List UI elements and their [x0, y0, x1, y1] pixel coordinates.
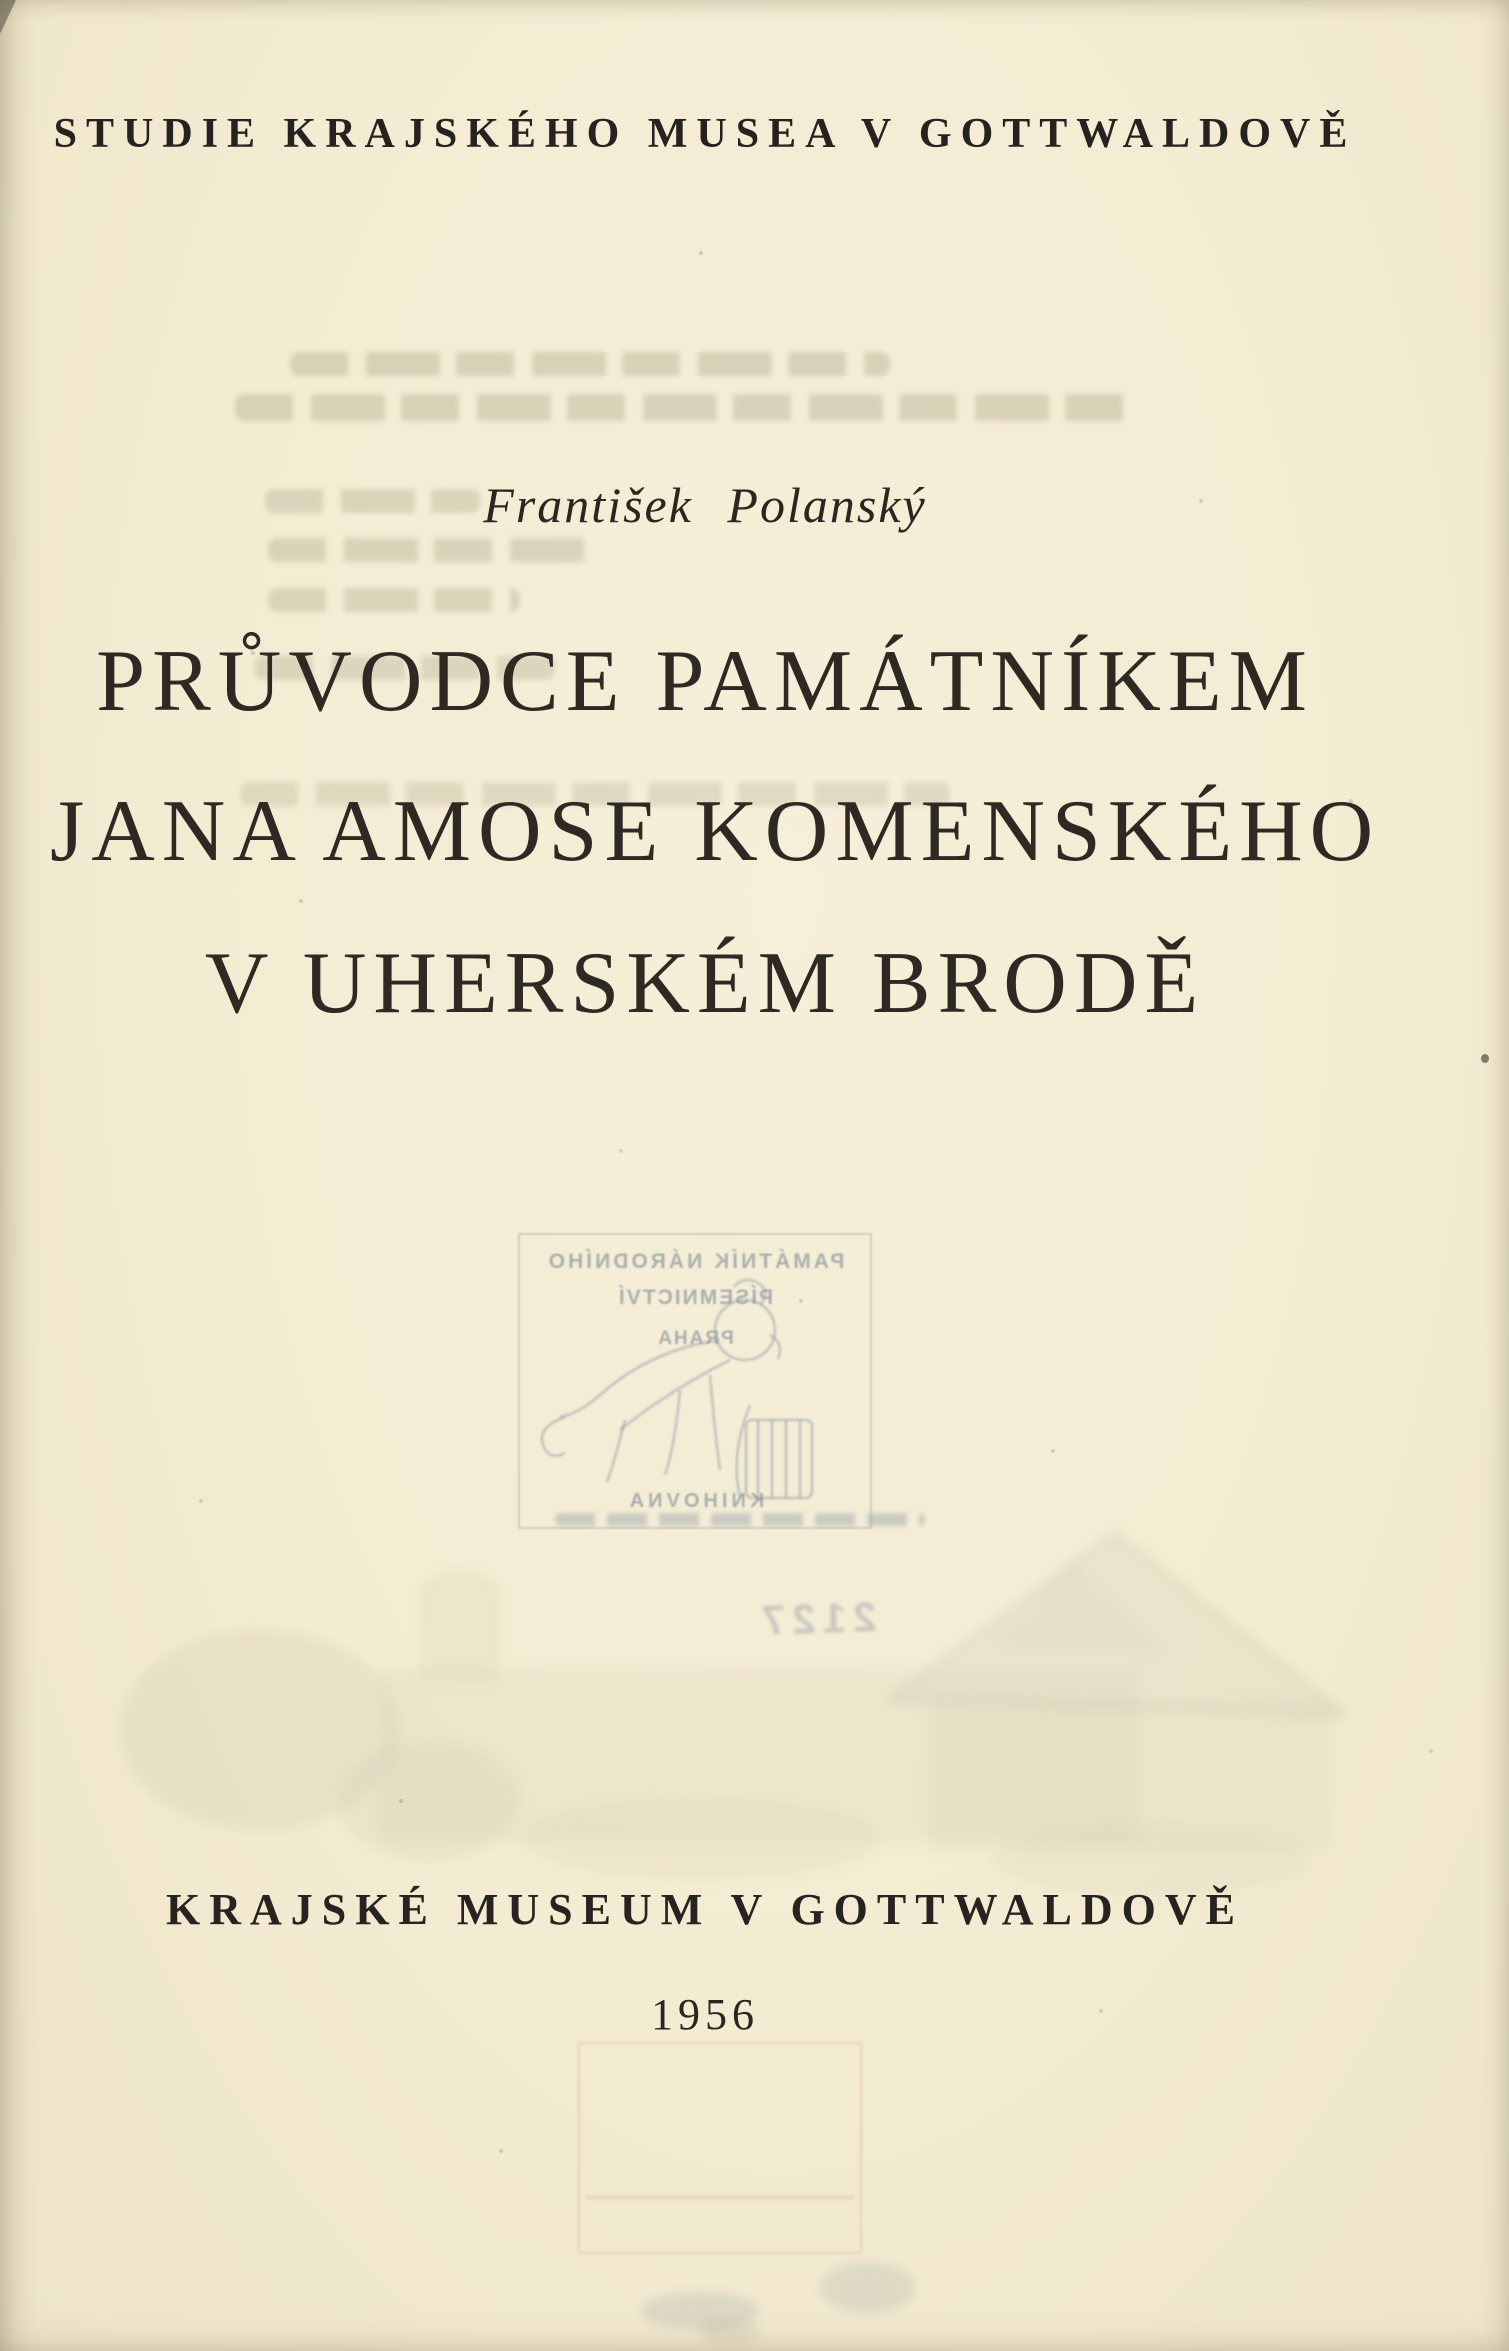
publisher-imprint: KRAJSKÉ MUSEUM V GOTTWALDOVĚ — [166, 1885, 1244, 1934]
caption-bleedthrough-line — [555, 1513, 925, 1526]
scan-corner-mark — [0, 0, 16, 34]
bleedthrough-text-line — [235, 394, 1130, 421]
book-title-line-2: JANA AMOSE KOMENSKÉHO — [50, 783, 1381, 880]
stamp-row-ghost — [598, 2082, 842, 2096]
library-stamp-bleedthrough — [518, 1233, 872, 1529]
handwriting-smudge — [820, 2262, 915, 2314]
building-picture-bleedthrough — [0, 1500, 1509, 1920]
stamp-text-line: PAMÁTNÍK NÁRODNÍHO — [545, 1250, 845, 1273]
author-name: František Polanský — [483, 477, 927, 533]
stamp-text-line: KNIHOVNA — [625, 1490, 765, 1512]
stamp-text-line: PÍSEMNICTVÍ — [616, 1286, 774, 1309]
series-title: STUDIE KRAJSKÉHO MUSEA V GOTTWALDOVĚ — [53, 111, 1357, 157]
publication-year: 1956 — [651, 1990, 759, 2039]
book-title-line-1: PRŮVODCE PAMÁTNÍKEM — [96, 633, 1314, 730]
bleedthrough-text-line — [268, 588, 520, 612]
bleedthrough-text-line — [290, 352, 890, 376]
book-title-line-3: V UHERSKÉM BRODĚ — [204, 935, 1206, 1032]
handwriting-smudge — [700, 2320, 760, 2344]
bleedthrough-text-line — [268, 538, 600, 562]
ink-speck — [1481, 1054, 1489, 1063]
accession-number-bleedthrough: 2127 — [754, 1592, 878, 1645]
stamp-rule-ghost — [586, 2196, 854, 2199]
lion-emblem-icon — [520, 1235, 870, 1527]
pink-stamp-bleedthrough — [578, 2042, 862, 2254]
stamp-text-line: PRAHA — [656, 1328, 734, 1349]
stamp-row-ghost — [598, 2136, 842, 2150]
